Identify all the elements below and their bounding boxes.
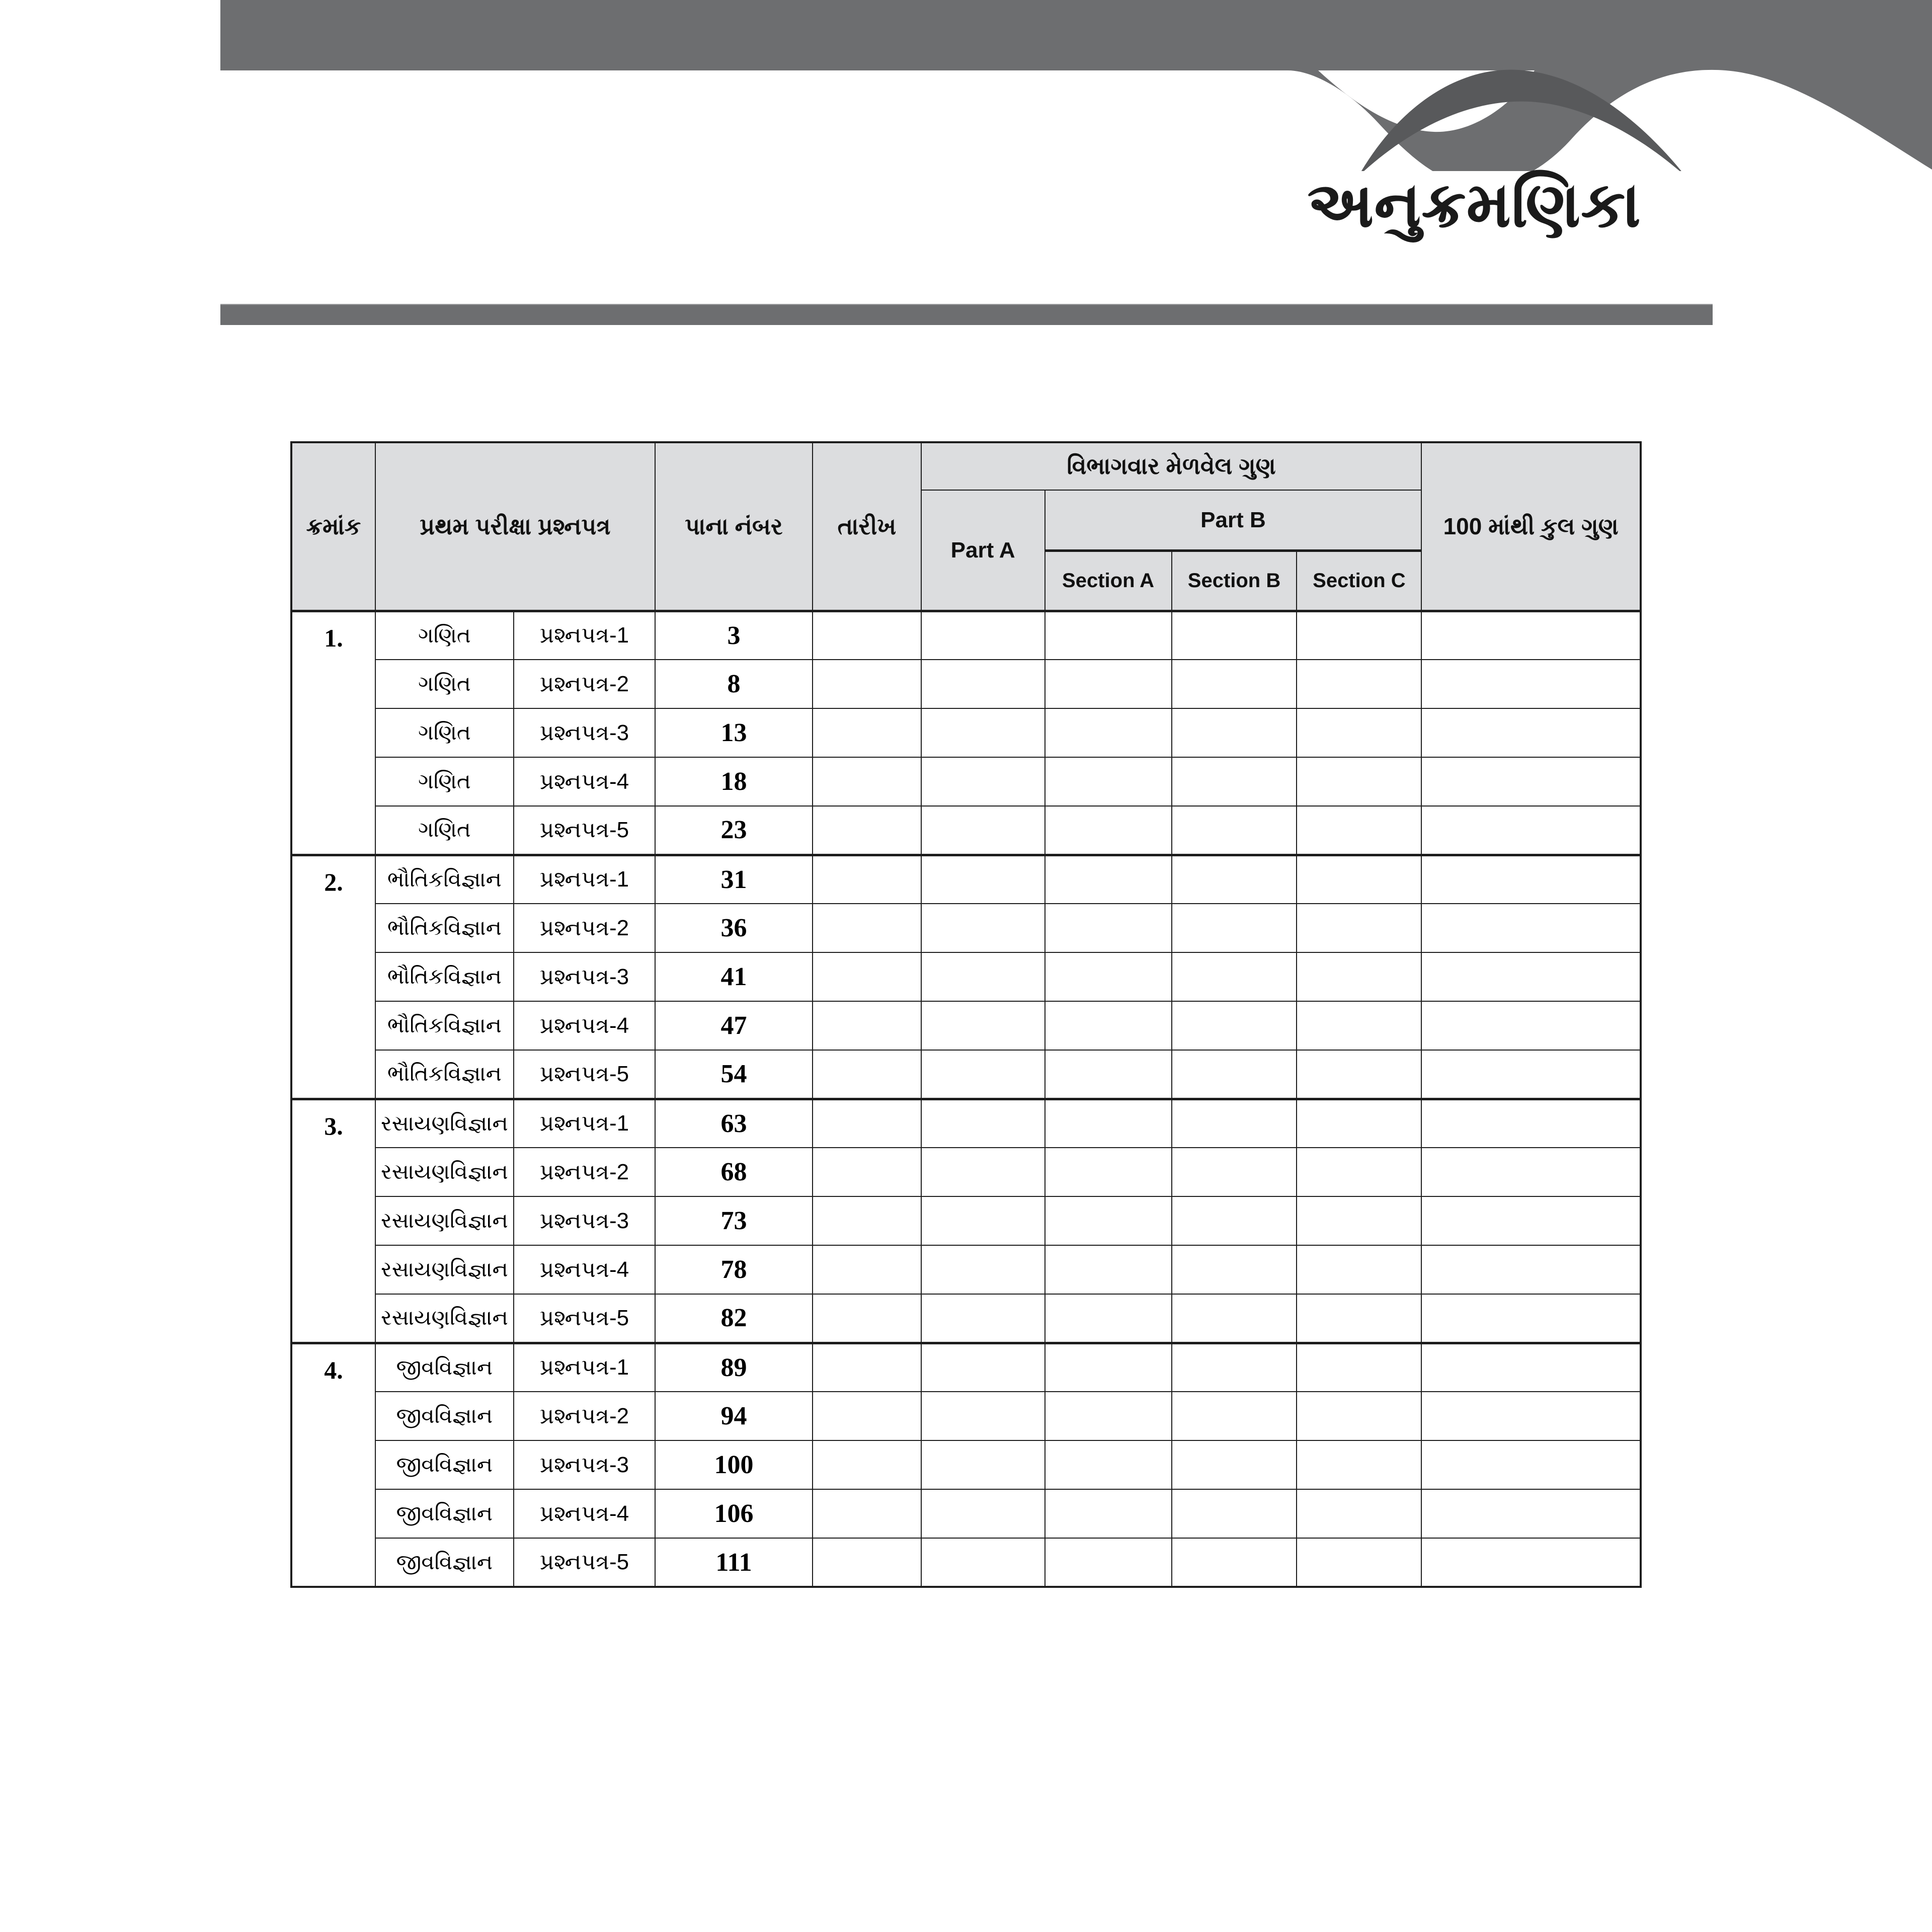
cell-section-c-entry[interactable] <box>1297 1538 1421 1587</box>
cell-paper: પ્રશ્નપત્ર-3 <box>514 1440 655 1489</box>
cell-date-entry[interactable] <box>813 1001 921 1050</box>
cell-total-marks-entry[interactable] <box>1421 1196 1641 1245</box>
cell-section-c-entry[interactable] <box>1297 1148 1421 1196</box>
cell-paper: પ્રશ્નપત્ર-1 <box>514 855 655 904</box>
cell-date-entry[interactable] <box>813 806 921 855</box>
cell-section-c-entry[interactable] <box>1297 1489 1421 1538</box>
table-row <box>291 708 1641 757</box>
cell-date-entry[interactable] <box>813 1196 921 1245</box>
index-table <box>290 441 1642 1588</box>
column-header-section-a: Section A <box>1045 550 1172 611</box>
cell-section-c-entry[interactable] <box>1297 1001 1421 1050</box>
cell-subject: ભૌતિકવિજ્ઞાન <box>375 952 514 1001</box>
cell-subject: જીવવિજ્ઞાન <box>375 1538 514 1587</box>
column-header-part-a: Part A <box>921 490 1045 611</box>
cell-section-c-entry[interactable] <box>1297 855 1421 904</box>
cell-section-c-entry[interactable] <box>1297 757 1421 806</box>
cell-section-b-entry[interactable] <box>1172 855 1297 904</box>
cell-total-marks-entry[interactable] <box>1421 708 1641 757</box>
cell-page-number: 31 <box>655 855 813 904</box>
table-row <box>291 660 1641 708</box>
cell-sr-no: 1. <box>291 611 375 855</box>
cell-date-entry[interactable] <box>813 904 921 952</box>
cell-total-marks-entry[interactable] <box>1421 1489 1641 1538</box>
cell-page-number: 106 <box>655 1489 813 1538</box>
table-row <box>291 1538 1641 1587</box>
cell-section-c-entry[interactable] <box>1297 1392 1421 1440</box>
cell-section-b-entry[interactable] <box>1172 1050 1297 1099</box>
cell-page-number: 47 <box>655 1001 813 1050</box>
cell-date-entry[interactable] <box>813 1489 921 1538</box>
index-table-head <box>291 442 1641 611</box>
cell-paper: પ્રશ્નપત્ર-4 <box>514 757 655 806</box>
cell-sr-no: 4. <box>291 1343 375 1587</box>
cell-part-a-entry[interactable] <box>921 1050 1045 1099</box>
cell-paper: પ્રશ્નપત્ર-4 <box>514 1001 655 1050</box>
cell-sr-no: 3. <box>291 1099 375 1343</box>
cell-date-entry[interactable] <box>813 1343 921 1392</box>
cell-part-a-entry[interactable] <box>921 904 1045 952</box>
cell-subject: ભૌતિકવિજ્ઞાન <box>375 904 514 952</box>
cell-page-number: 3 <box>655 611 813 660</box>
cell-section-c-entry[interactable] <box>1297 1245 1421 1294</box>
cell-paper: પ્રશ્નપત્ર-1 <box>514 1343 655 1392</box>
cell-paper: પ્રશ્નપત્ર-2 <box>514 904 655 952</box>
cell-section-b-entry[interactable] <box>1172 1099 1297 1148</box>
cell-section-a-entry[interactable] <box>1045 1196 1172 1245</box>
column-header-paper-name: પ્રથમ પરીક્ષા પ્રશ્નપત્ર <box>375 442 655 611</box>
table-row <box>291 1440 1641 1489</box>
cell-section-c-entry[interactable] <box>1297 952 1421 1001</box>
cell-date-entry[interactable] <box>813 1294 921 1343</box>
cell-date-entry[interactable] <box>813 1050 921 1099</box>
table-row <box>291 1001 1641 1050</box>
cell-section-b-entry[interactable] <box>1172 1001 1297 1050</box>
cell-total-marks-entry[interactable] <box>1421 1440 1641 1489</box>
table-row <box>291 952 1641 1001</box>
cell-total-marks-entry[interactable] <box>1421 1294 1641 1343</box>
cell-subject: ગણિત <box>375 806 514 855</box>
column-header-date: તારીખ <box>813 442 921 611</box>
cell-section-b-entry[interactable] <box>1172 1489 1297 1538</box>
column-header-sr-no: ક્રમાંક <box>291 442 375 611</box>
table-row <box>291 1099 1641 1148</box>
cell-part-a-entry[interactable] <box>921 1538 1045 1587</box>
cell-section-b-entry[interactable] <box>1172 1392 1297 1440</box>
cell-section-b-entry[interactable] <box>1172 1538 1297 1587</box>
cell-total-marks-entry[interactable] <box>1421 757 1641 806</box>
cell-date-entry[interactable] <box>813 708 921 757</box>
cell-section-c-entry[interactable] <box>1297 1196 1421 1245</box>
cell-part-a-entry[interactable] <box>921 1440 1045 1489</box>
cell-section-c-entry[interactable] <box>1297 611 1421 660</box>
table-row <box>291 1196 1641 1245</box>
cell-part-a-entry[interactable] <box>921 1489 1045 1538</box>
cell-section-a-entry[interactable] <box>1045 660 1172 708</box>
cell-section-b-entry[interactable] <box>1172 611 1297 660</box>
cell-section-c-entry[interactable] <box>1297 660 1421 708</box>
cell-part-a-entry[interactable] <box>921 757 1045 806</box>
cell-page-number: 36 <box>655 904 813 952</box>
table-row <box>291 806 1641 855</box>
cell-section-c-entry[interactable] <box>1297 1099 1421 1148</box>
table-row <box>291 1343 1641 1392</box>
cell-total-marks-entry[interactable] <box>1421 1050 1641 1099</box>
cell-subject: રસાયણવિજ્ઞાન <box>375 1294 514 1343</box>
cell-subject: જીવવિજ્ઞાન <box>375 1440 514 1489</box>
cell-date-entry[interactable] <box>813 855 921 904</box>
table-row <box>291 1050 1641 1099</box>
cell-paper: પ્રશ્નપત્ર-5 <box>514 1050 655 1099</box>
cell-paper: પ્રશ્નપત્ર-4 <box>514 1245 655 1294</box>
cell-section-a-entry[interactable] <box>1045 904 1172 952</box>
cell-page-number: 94 <box>655 1392 813 1440</box>
cell-part-a-entry[interactable] <box>921 1343 1045 1392</box>
cell-date-entry[interactable] <box>813 1538 921 1587</box>
cell-subject: ભૌતિકવિજ્ઞાન <box>375 855 514 904</box>
table-row <box>291 1148 1641 1196</box>
cell-date-entry[interactable] <box>813 952 921 1001</box>
cell-paper: પ્રશ્નપત્ર-3 <box>514 952 655 1001</box>
cell-subject: ગણિત <box>375 708 514 757</box>
cell-date-entry[interactable] <box>813 1440 921 1489</box>
cell-subject: જીવવિજ્ઞાન <box>375 1489 514 1538</box>
cell-subject: જીવવિજ્ઞાન <box>375 1392 514 1440</box>
cell-paper: પ્રશ્નપત્ર-5 <box>514 1538 655 1587</box>
cell-part-a-entry[interactable] <box>921 708 1045 757</box>
cell-part-a-entry[interactable] <box>921 1099 1045 1148</box>
cell-subject: ગણિત <box>375 757 514 806</box>
table-row <box>291 611 1641 660</box>
cell-part-a-entry[interactable] <box>921 1148 1045 1196</box>
cell-subject: રસાયણવિજ્ઞાન <box>375 1099 514 1148</box>
cell-subject: જીવવિજ્ઞાન <box>375 1343 514 1392</box>
cell-page-number: 41 <box>655 952 813 1001</box>
cell-section-a-entry[interactable] <box>1045 806 1172 855</box>
cell-section-b-entry[interactable] <box>1172 1343 1297 1392</box>
cell-section-b-entry[interactable] <box>1172 1148 1297 1196</box>
cell-total-marks-entry[interactable] <box>1421 1392 1641 1440</box>
table-row <box>291 757 1641 806</box>
cell-total-marks-entry[interactable] <box>1421 904 1641 952</box>
cell-section-a-entry[interactable] <box>1045 855 1172 904</box>
cell-section-c-entry[interactable] <box>1297 1294 1421 1343</box>
cell-part-a-entry[interactable] <box>921 1392 1045 1440</box>
cell-section-a-entry[interactable] <box>1045 611 1172 660</box>
cell-paper: પ્રશ્નપત્ર-1 <box>514 1099 655 1148</box>
cell-total-marks-entry[interactable] <box>1421 952 1641 1001</box>
cell-part-a-entry[interactable] <box>921 660 1045 708</box>
cell-total-marks-entry[interactable] <box>1421 1245 1641 1294</box>
cell-section-a-entry[interactable] <box>1045 1001 1172 1050</box>
cell-paper: પ્રશ્નપત્ર-1 <box>514 611 655 660</box>
cell-page-number: 82 <box>655 1294 813 1343</box>
cell-section-a-entry[interactable] <box>1045 1294 1172 1343</box>
cell-total-marks-entry[interactable] <box>1421 855 1641 904</box>
cell-part-a-entry[interactable] <box>921 1196 1045 1245</box>
cell-part-a-entry[interactable] <box>921 855 1045 904</box>
cell-section-a-entry[interactable] <box>1045 1538 1172 1587</box>
cell-date-entry[interactable] <box>813 1148 921 1196</box>
table-row <box>291 904 1641 952</box>
cell-section-c-entry[interactable] <box>1297 904 1421 952</box>
cell-subject: ભૌતિકવિજ્ઞાન <box>375 1050 514 1099</box>
cell-page-number: 63 <box>655 1099 813 1148</box>
cell-page-number: 73 <box>655 1196 813 1245</box>
cell-part-a-entry[interactable] <box>921 611 1045 660</box>
cell-section-a-entry[interactable] <box>1045 1245 1172 1294</box>
column-header-part-b: Part B <box>1045 490 1422 550</box>
cell-section-a-entry[interactable] <box>1045 1343 1172 1392</box>
cell-section-b-entry[interactable] <box>1172 660 1297 708</box>
cell-paper: પ્રશ્નપત્ર-2 <box>514 660 655 708</box>
cell-subject: રસાયણવિજ્ઞાન <box>375 1196 514 1245</box>
cell-page-number: 18 <box>655 757 813 806</box>
cell-section-a-entry[interactable] <box>1045 1440 1172 1489</box>
cell-total-marks-entry[interactable] <box>1421 1538 1641 1587</box>
index-table-body <box>291 611 1641 1587</box>
cell-section-c-entry[interactable] <box>1297 806 1421 855</box>
cell-subject: રસાયણવિજ્ઞાન <box>375 1245 514 1294</box>
cell-total-marks-entry[interactable] <box>1421 1343 1641 1392</box>
cell-section-b-entry[interactable] <box>1172 904 1297 952</box>
cell-date-entry[interactable] <box>813 611 921 660</box>
cell-paper: પ્રશ્નપત્ર-4 <box>514 1489 655 1538</box>
cell-paper: પ્રશ્નપત્ર-2 <box>514 1148 655 1196</box>
cell-sr-no: 2. <box>291 855 375 1099</box>
cell-page-number: 89 <box>655 1343 813 1392</box>
column-header-section-c: Section C <box>1297 550 1421 611</box>
cell-date-entry[interactable] <box>813 757 921 806</box>
cell-total-marks-entry[interactable] <box>1421 1148 1641 1196</box>
cell-section-b-entry[interactable] <box>1172 952 1297 1001</box>
cell-page-number: 78 <box>655 1245 813 1294</box>
table-row <box>291 1294 1641 1343</box>
table-row <box>291 855 1641 904</box>
cell-section-b-entry[interactable] <box>1172 1440 1297 1489</box>
cell-part-a-entry[interactable] <box>921 952 1045 1001</box>
table-row <box>291 1245 1641 1294</box>
cell-page-number: 54 <box>655 1050 813 1099</box>
title-rule-bar <box>220 304 1713 325</box>
header-wave-band <box>220 0 1932 171</box>
cell-date-entry[interactable] <box>813 1099 921 1148</box>
cell-section-b-entry[interactable] <box>1172 757 1297 806</box>
cell-total-marks-entry[interactable] <box>1421 1001 1641 1050</box>
cell-section-a-entry[interactable] <box>1045 1050 1172 1099</box>
cell-subject: ભૌતિકવિજ્ઞાન <box>375 1001 514 1050</box>
index-table-container <box>290 441 1642 1588</box>
cell-section-b-entry[interactable] <box>1172 1245 1297 1294</box>
cell-paper: પ્રશ્નપત્ર-2 <box>514 1392 655 1440</box>
cell-section-b-entry[interactable] <box>1172 1294 1297 1343</box>
cell-subject: રસાયણવિજ્ઞાન <box>375 1148 514 1196</box>
cell-paper: પ્રશ્નપત્ર-3 <box>514 1196 655 1245</box>
cell-section-a-entry[interactable] <box>1045 1489 1172 1538</box>
cell-paper: પ્રશ્નપત્ર-3 <box>514 708 655 757</box>
column-header-page-number: પાના નંબર <box>655 442 813 611</box>
page-title: અનુક્રમણિકા <box>1307 170 1641 240</box>
cell-total-marks-entry[interactable] <box>1421 806 1641 855</box>
cell-page-number: 68 <box>655 1148 813 1196</box>
cell-section-a-entry[interactable] <box>1045 952 1172 1001</box>
table-row <box>291 1392 1641 1440</box>
cell-total-marks-entry[interactable] <box>1421 611 1641 660</box>
cell-section-c-entry[interactable] <box>1297 1343 1421 1392</box>
cell-date-entry[interactable] <box>813 1392 921 1440</box>
cell-section-a-entry[interactable] <box>1045 1099 1172 1148</box>
column-header-section-b: Section B <box>1172 550 1297 611</box>
cell-paper: પ્રશ્નપત્ર-5 <box>514 806 655 855</box>
cell-part-a-entry[interactable] <box>921 1001 1045 1050</box>
cell-part-a-entry[interactable] <box>921 1245 1045 1294</box>
cell-section-c-entry[interactable] <box>1297 1440 1421 1489</box>
column-header-marks-by-section: વિભાગવાર મેળવેલ ગુણ <box>921 442 1422 490</box>
cell-subject: ગણિત <box>375 660 514 708</box>
cell-section-a-entry[interactable] <box>1045 1392 1172 1440</box>
cell-page-number: 111 <box>655 1538 813 1587</box>
table-row <box>291 1489 1641 1538</box>
cell-page-number: 23 <box>655 806 813 855</box>
cell-total-marks-entry[interactable] <box>1421 660 1641 708</box>
cell-section-a-entry[interactable] <box>1045 708 1172 757</box>
cell-section-c-entry[interactable] <box>1297 1050 1421 1099</box>
cell-section-b-entry[interactable] <box>1172 1196 1297 1245</box>
cell-section-b-entry[interactable] <box>1172 806 1297 855</box>
cell-date-entry[interactable] <box>813 660 921 708</box>
cell-section-a-entry[interactable] <box>1045 1148 1172 1196</box>
cell-page-number: 8 <box>655 660 813 708</box>
cell-section-b-entry[interactable] <box>1172 708 1297 757</box>
cell-page-number: 100 <box>655 1440 813 1489</box>
cell-section-a-entry[interactable] <box>1045 757 1172 806</box>
cell-total-marks-entry[interactable] <box>1421 1099 1641 1148</box>
cell-date-entry[interactable] <box>813 1245 921 1294</box>
cell-page-number: 13 <box>655 708 813 757</box>
cell-paper: પ્રશ્નપત્ર-5 <box>514 1294 655 1343</box>
header-decoration <box>0 0 1932 171</box>
cell-part-a-entry[interactable] <box>921 806 1045 855</box>
cell-section-c-entry[interactable] <box>1297 708 1421 757</box>
cell-part-a-entry[interactable] <box>921 1294 1045 1343</box>
column-header-total-marks: 100 માંથી કુલ ગુણ <box>1421 442 1641 611</box>
cell-subject: ગણિત <box>375 611 514 660</box>
